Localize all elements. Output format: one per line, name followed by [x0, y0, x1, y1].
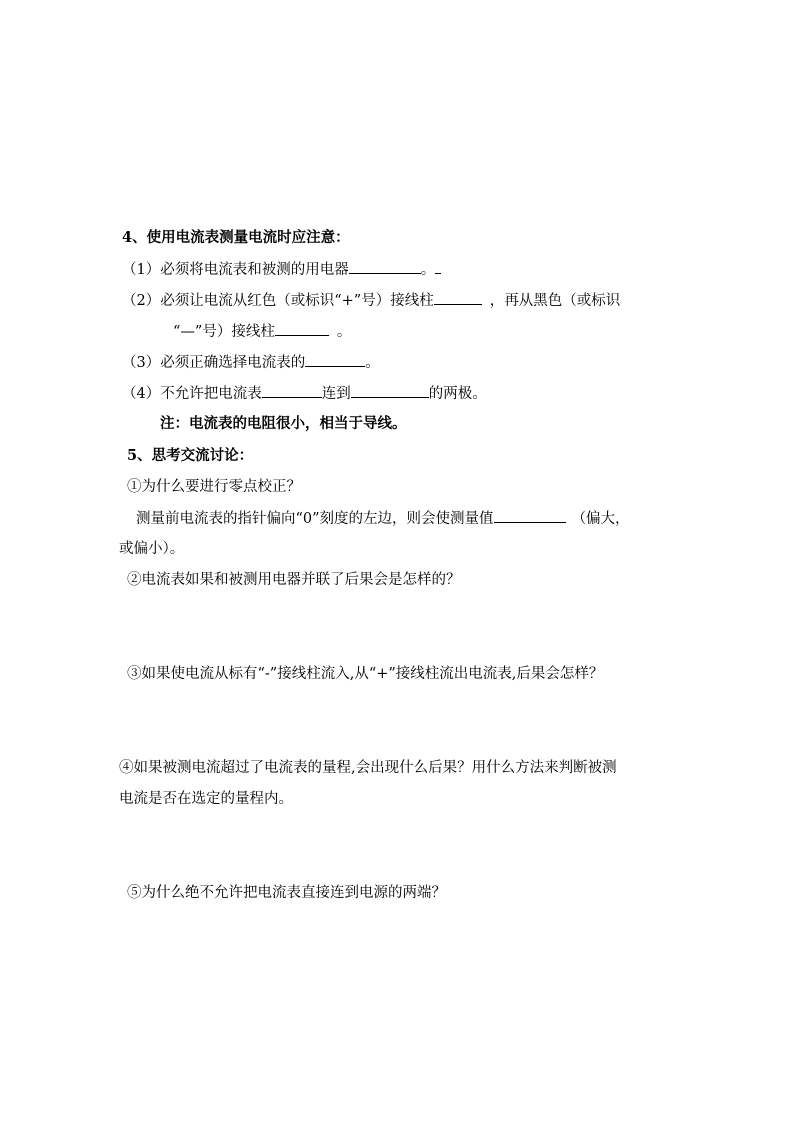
- item-1-blank[interactable]: [349, 259, 421, 274]
- question-1-answer-text: 测量前电流表的指针偏向“0”刻度的左边，则会使测量值: [136, 511, 494, 527]
- note: 注：电流表的电阻很小，相当于导线。: [160, 415, 407, 432]
- item-1-text: （1）必须将电流表和被测的用电器: [122, 262, 349, 278]
- question-1-blank[interactable]: [494, 508, 566, 523]
- item-2-blank-2[interactable]: [275, 321, 329, 336]
- question-1-answer-text-2: （偏大，: [571, 511, 630, 527]
- question-3: ③如果使电流从标有“-”接线柱流入,从“+”接线柱流出电流表,后果会怎样？: [127, 666, 604, 682]
- item-3-blank[interactable]: [305, 352, 365, 367]
- section-5-heading: 5、思考交流讨论：: [127, 447, 254, 464]
- item-2-line-2: [173, 321, 351, 342]
- item-2-text: （2）必须让电流从红色（或标识“+”号）接线柱: [122, 293, 434, 309]
- question-4-line-1: ④如果被测电流超过了电流表的量程,会出现什么后果？用什么方法来判断被测: [119, 760, 617, 776]
- item-2-line-1: [122, 290, 620, 311]
- item-2-text-3: “—”号）接线柱: [173, 324, 275, 340]
- item-1: [122, 259, 441, 280]
- item-4-text-1: （4）不允许把电流表: [122, 386, 262, 402]
- question-1-answer-line-1: [136, 508, 630, 529]
- item-2-blank-1[interactable]: [434, 290, 482, 305]
- section-4-heading: 4、使用电流表测量电流时应注意：: [122, 229, 350, 246]
- item-3: [122, 352, 380, 373]
- item-4-blank-1[interactable]: [262, 383, 322, 398]
- item-4: [122, 383, 487, 404]
- item-4-text-3: 的两极。: [428, 386, 487, 402]
- question-5: ⑤为什么绝不允许把电流表直接连到电源的两端？: [127, 885, 446, 901]
- item-1-suffix: 。: [420, 262, 436, 278]
- item-4-text-2: 连到: [321, 386, 351, 402]
- question-1-answer-line-2: 或偏小）。: [119, 541, 185, 557]
- item-4-blank-2[interactable]: [351, 383, 429, 398]
- item-3-suffix: 。: [365, 355, 380, 371]
- item-2-text-2: ，再从黑色（或标识: [489, 293, 621, 309]
- item-3-text: （3）必须正确选择电流表的: [122, 355, 306, 371]
- item-1-trailing-line: [435, 259, 441, 274]
- question-2: ②电流表如果和被测用电器并联了后果会是怎样的？: [127, 572, 461, 588]
- item-2-suffix: 。: [336, 324, 352, 340]
- question-4-line-2: 电流是否在选定的量程内。: [119, 791, 293, 807]
- question-1: ①为什么要进行零点校正？: [127, 479, 301, 495]
